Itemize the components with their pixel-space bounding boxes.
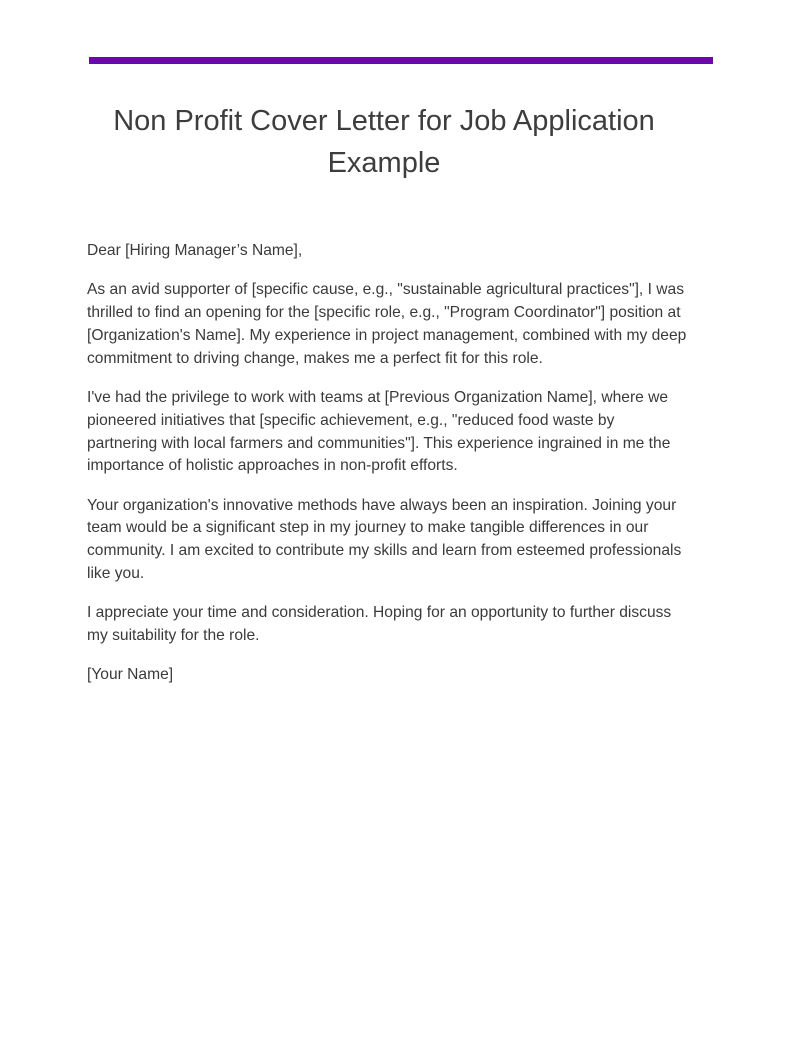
letter-paragraph: As an avid supporter of [specific cause, e.g., "sustainable agricultural practices"], I was thrilled to find an opening for the [specific role, e.g., "Program Coordinator"] position at [Organization's Name]. My experience in project management, combined with my deep commitment to driving change, makes me a perfect fit for this role. — [87, 281, 687, 367]
letter-paragraph: Your organization's innovative methods have always been an inspiration. Joining your team would be a significant step in my journey to make tangible differences in our community. I am excited to contribute my skills and learn from esteemed professionals like you. — [87, 496, 682, 583]
letter-body — [87, 240, 687, 704]
accent-divider — [89, 57, 713, 64]
letter-paragraph: I've had the privilege to work with teams at [Previous Organization Name], where we pioneered initiatives that [specific achievement, e.g., "reduced food waste by partnering with local farmers and communities"]. This experience ingrained in me the importance of holistic approaches in non-profit efforts. — [87, 388, 671, 475]
document-title: Non Profit Cover Letter for Job Application Example — [113, 105, 655, 179]
letter-paragraph: I appreciate your time and consideration. Hoping for an opportunity to further discuss my suitability for the role. — [87, 604, 672, 645]
letter-salutation: Dear [Hiring Manager’s Name], — [87, 242, 303, 259]
letter-signature: [Your Name] — [87, 666, 174, 684]
